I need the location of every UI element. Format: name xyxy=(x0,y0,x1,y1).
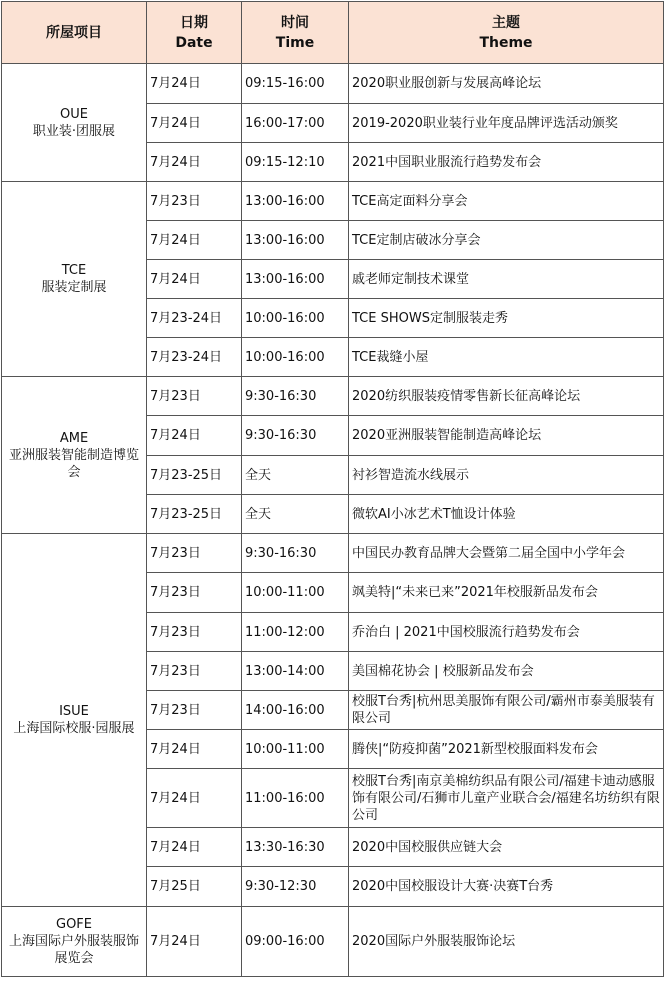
time-cell: 10:00-11:00 xyxy=(242,573,349,613)
theme-cell: 戚老师定制技术课堂 xyxy=(349,260,664,299)
date-cell: 7月23日 xyxy=(147,182,242,221)
time-cell: 13:00-16:00 xyxy=(242,182,349,221)
zone-cell xyxy=(2,907,147,977)
zone-name: 上海国际户外服装服饰展览会 xyxy=(8,934,139,966)
theme-cell: TCE裁缝小屋 xyxy=(349,338,664,377)
date-cell: 7月23-25日 xyxy=(147,456,242,495)
theme-cell: TCE定制店破冰分享会 xyxy=(349,221,664,260)
theme-cell: 2020职业服创新与发展高峰论坛 xyxy=(349,64,664,104)
zone-code: GOFE xyxy=(56,917,92,932)
zone-name: 服装定制展 xyxy=(41,280,107,295)
theme-cell: 2019-2020职业装行业年度品牌评选活动颁奖 xyxy=(349,104,664,143)
date-cell: 7月23日 xyxy=(147,573,242,613)
time-cell: 9:30-12:30 xyxy=(242,867,349,907)
theme-cell: 2020中国校服供应链大会 xyxy=(349,828,664,867)
zone-cell xyxy=(2,534,147,907)
date-cell: 7月23日 xyxy=(147,652,242,691)
time-cell: 全天 xyxy=(242,495,349,534)
theme-cell: 腾侠|“防疫抑菌”2021新型校服面料发布会 xyxy=(349,730,664,769)
table-row xyxy=(2,907,664,977)
theme-cell: 飒美特|“未来已来”2021年校服新品发布会 xyxy=(349,573,664,613)
time-cell: 9:30-16:30 xyxy=(242,416,349,456)
table-row xyxy=(2,534,664,573)
time-cell: 11:00-16:00 xyxy=(242,769,349,828)
date-cell: 7月25日 xyxy=(147,867,242,907)
time-cell: 11:00-12:00 xyxy=(242,613,349,652)
header-time: 时间 Time xyxy=(242,2,349,64)
theme-cell: 2020中国校服设计大赛·决赛T台秀 xyxy=(349,867,664,907)
table-row xyxy=(2,182,664,221)
date-cell: 7月23-24日 xyxy=(147,299,242,338)
time-cell: 9:30-16:30 xyxy=(242,377,349,416)
header-row xyxy=(2,2,664,64)
zone-cell xyxy=(2,377,147,534)
theme-cell: 中国民办教育品牌大会暨第二届全国中小学年会 xyxy=(349,534,664,573)
date-cell: 7月24日 xyxy=(147,260,242,299)
time-cell: 14:00-16:00 xyxy=(242,691,349,730)
zone-code: TCE xyxy=(61,263,87,278)
date-cell: 7月23日 xyxy=(147,691,242,730)
zone-code: OUE xyxy=(60,106,88,122)
zone-cell xyxy=(2,64,147,182)
time-cell: 09:15-16:00 xyxy=(242,64,349,104)
zone-name: 上海国际校服·园服展 xyxy=(13,721,135,736)
zone-name: 职业装·团服展 xyxy=(32,123,116,139)
date-cell: 7月23-24日 xyxy=(147,338,242,377)
theme-cell: 微软AI小冰艺术T恤设计体验 xyxy=(349,495,664,534)
date-cell: 7月23日 xyxy=(147,613,242,652)
theme-cell: 2020国际户外服装服饰论坛 xyxy=(349,907,664,977)
time-cell: 13:00-14:00 xyxy=(242,652,349,691)
date-cell: 7月24日 xyxy=(147,221,242,260)
time-cell: 16:00-17:00 xyxy=(242,104,349,143)
table-row xyxy=(2,377,664,416)
date-cell: 7月24日 xyxy=(147,104,242,143)
date-cell: 7月23-25日 xyxy=(147,495,242,534)
schedule-body xyxy=(2,64,664,977)
date-cell: 7月23日 xyxy=(147,534,242,573)
theme-cell: 美国棉花协会 | 校服新品发布会 xyxy=(349,652,664,691)
zone-name: 亚洲服装智能制造博览会 xyxy=(8,447,139,480)
time-cell: 13:30-16:30 xyxy=(242,828,349,867)
theme-cell: 衬衫智造流水线展示 xyxy=(349,456,664,495)
table-row xyxy=(2,64,664,104)
theme-cell: 2020亚洲服装智能制造高峰论坛 xyxy=(349,416,664,456)
time-cell: 10:00-16:00 xyxy=(242,338,349,377)
theme-cell: 2021中国职业服流行趋势发布会 xyxy=(349,143,664,182)
time-cell: 09:15-12:10 xyxy=(242,143,349,182)
date-cell: 7月23日 xyxy=(147,377,242,416)
theme-cell: TCE SHOWS定制服装走秀 xyxy=(349,299,664,338)
header-theme: 主题 Theme xyxy=(349,2,664,64)
zone-cell xyxy=(2,182,147,377)
time-cell: 10:00-16:00 xyxy=(242,299,349,338)
theme-cell: 校服T台秀|杭州思美服饰有限公司/霸州市泰美服装有限公司 xyxy=(349,691,664,730)
time-cell: 13:00-16:00 xyxy=(242,221,349,260)
date-cell: 7月24日 xyxy=(147,64,242,104)
date-cell: 7月24日 xyxy=(147,828,242,867)
date-cell: 7月24日 xyxy=(147,907,242,977)
event-schedule-table xyxy=(1,1,664,977)
theme-cell: 乔治白 | 2021中国校服流行趋势发布会 xyxy=(349,613,664,652)
date-cell: 7月24日 xyxy=(147,143,242,182)
theme-cell: 2020纺织服装疫情零售新长征高峰论坛 xyxy=(349,377,664,416)
header-date: 日期 Date xyxy=(147,2,242,64)
header-zone: 所屋项目 xyxy=(2,2,147,64)
time-cell: 全天 xyxy=(242,456,349,495)
date-cell: 7月24日 xyxy=(147,769,242,828)
date-cell: 7月24日 xyxy=(147,416,242,456)
theme-cell: 校服T台秀|南京美棉纺织品有限公司/福建卡迪动感服饰有限公司/石狮市儿童产业联合会/福建名坊纺织有限公司 xyxy=(349,769,664,828)
date-cell: 7月24日 xyxy=(147,730,242,769)
time-cell: 09:00-16:00 xyxy=(242,907,349,977)
zone-code: AME xyxy=(59,430,89,446)
theme-cell: TCE高定面料分享会 xyxy=(349,182,664,221)
time-cell: 10:00-11:00 xyxy=(242,730,349,769)
time-cell: 9:30-16:30 xyxy=(242,534,349,573)
time-cell: 13:00-16:00 xyxy=(242,260,349,299)
zone-code: ISUE xyxy=(59,704,89,719)
